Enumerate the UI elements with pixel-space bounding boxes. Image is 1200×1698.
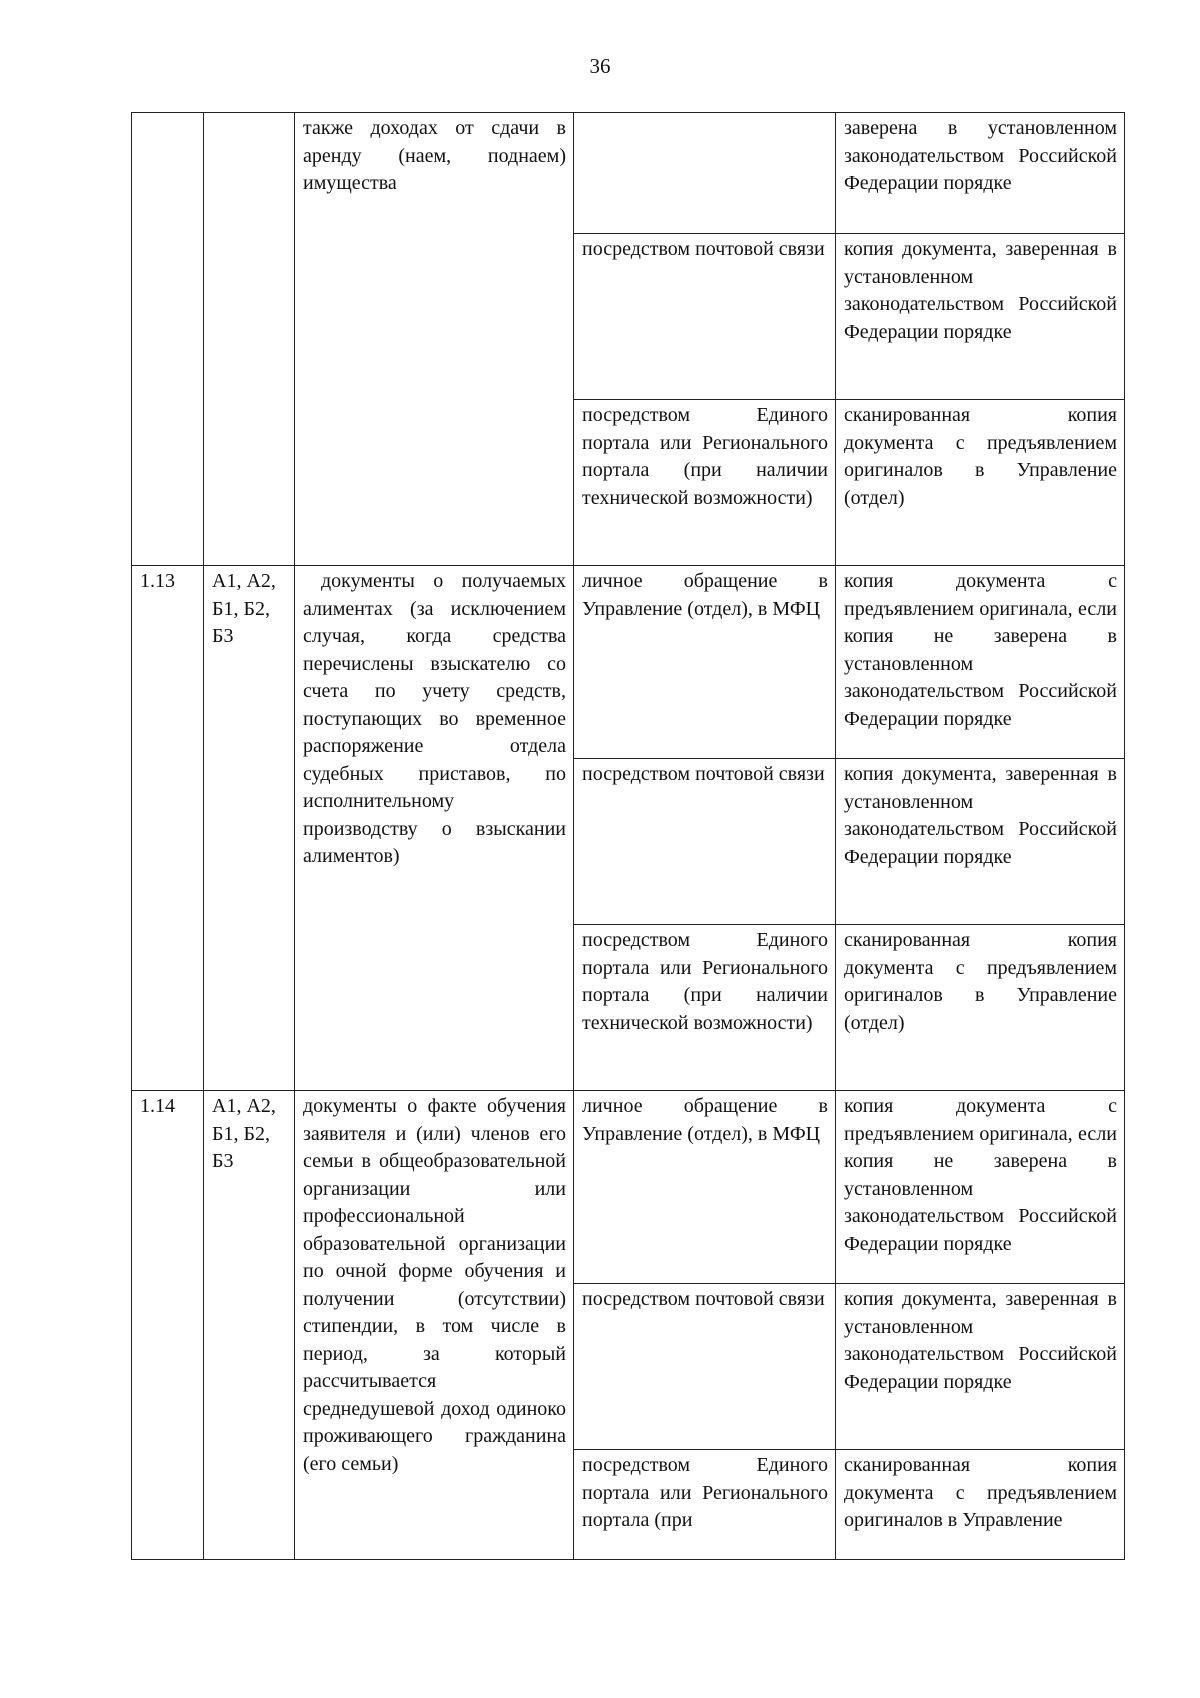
method-cell	[574, 1450, 836, 1560]
form-cell	[836, 566, 1125, 759]
form-text: заверена в установленном законодательством Российской Федерации порядке	[844, 117, 1117, 194]
method-text: посредством Единого портала или Регионального портала (при наличии технической возможности)	[582, 404, 828, 509]
document-cell	[295, 1091, 574, 1560]
row-number: 1.13	[140, 570, 175, 592]
form-text: копия документа, заверенная в установленном законодательством Российской Федерации порядке	[844, 1288, 1117, 1393]
document-cell	[295, 566, 574, 1091]
document-text: также доходах от сдачи в аренду (наем, поднаем) имущества	[303, 117, 566, 194]
form-text: копия документа, заверенная в установленном законодательством Российской Федерации порядке	[844, 238, 1117, 343]
row-number-cell	[132, 1091, 204, 1560]
form-cell	[836, 1450, 1125, 1560]
table-row	[132, 1091, 1125, 1284]
method-text: посредством почтовой связи	[582, 238, 825, 260]
method-cell	[574, 759, 836, 925]
row-categories-cell	[204, 566, 295, 1091]
form-cell	[836, 1284, 1125, 1450]
form-cell	[836, 1091, 1125, 1284]
form-cell	[836, 925, 1125, 1091]
form-cell	[836, 113, 1125, 234]
method-cell	[574, 400, 836, 566]
form-text: копия документа, заверенная в установленном законодательством Российской Федерации порядке	[844, 763, 1117, 868]
document-text: документы о факте обучения заявителя и (или) членов его семьи в общеобразовательной организации или профессиональной образовательной организации по очной форме обучения и получении (отсутствии) стипендии, в том числе в период, за который рассчитывается среднедушевой доход одиноко проживающего гражданина (его семьи)	[303, 1095, 566, 1475]
method-text: личное обращение в Управление (отдел), в МФЦ	[582, 1095, 828, 1145]
table-row	[132, 113, 1125, 234]
row-categories-cell	[204, 1091, 295, 1560]
form-text: копия документа с предъявлением оригинала, если копия не заверена в установленном законодательством Российской Федерации порядке	[844, 570, 1117, 730]
row-number: 1.14	[140, 1095, 175, 1117]
row-categories-cell	[204, 113, 295, 566]
form-text: копия документа с предъявлением оригинала, если копия не заверена в установленном законодательством Российской Федерации порядке	[844, 1095, 1117, 1255]
row-categories: А1, А2, Б1, Б2, Б3	[212, 570, 276, 647]
method-cell	[574, 925, 836, 1091]
method-text: посредством Единого портала или Регионального портала (при	[582, 1454, 828, 1531]
method-cell	[574, 234, 836, 400]
method-cell	[574, 1091, 836, 1284]
row-number-cell	[132, 113, 204, 566]
method-cell	[574, 566, 836, 759]
method-text: посредством почтовой связи	[582, 1288, 825, 1310]
method-text: посредством почтовой связи	[582, 763, 825, 785]
document-cell	[295, 113, 574, 566]
row-categories: А1, А2, Б1, Б2, Б3	[212, 1095, 276, 1172]
form-text: сканированная копия документа с предъявлением оригиналов в Управление	[844, 1454, 1117, 1531]
form-cell	[836, 400, 1125, 566]
document-text: документы о получаемых алиментах (за исключением случая, когда средства перечислены взыскателю со счета по учету средств, поступающих во временное распоряжение отдела судебных приставов, по исполнительному производству о взыскании алиментов)	[303, 570, 566, 867]
table-row	[132, 566, 1125, 759]
page-number: 36	[589, 54, 611, 78]
row-number-cell	[132, 566, 204, 1091]
method-text: посредством Единого портала или Регионального портала (при наличии технической возможности)	[582, 929, 828, 1034]
method-cell	[574, 113, 836, 234]
form-cell	[836, 234, 1125, 400]
documents-table	[131, 112, 1125, 1560]
form-text: сканированная копия документа с предъявлением оригиналов в Управление (отдел)	[844, 929, 1117, 1034]
form-cell	[836, 759, 1125, 925]
method-text: личное обращение в Управление (отдел), в МФЦ	[582, 570, 828, 620]
form-text: сканированная копия документа с предъявлением оригиналов в Управление (отдел)	[844, 404, 1117, 509]
method-cell	[574, 1284, 836, 1450]
